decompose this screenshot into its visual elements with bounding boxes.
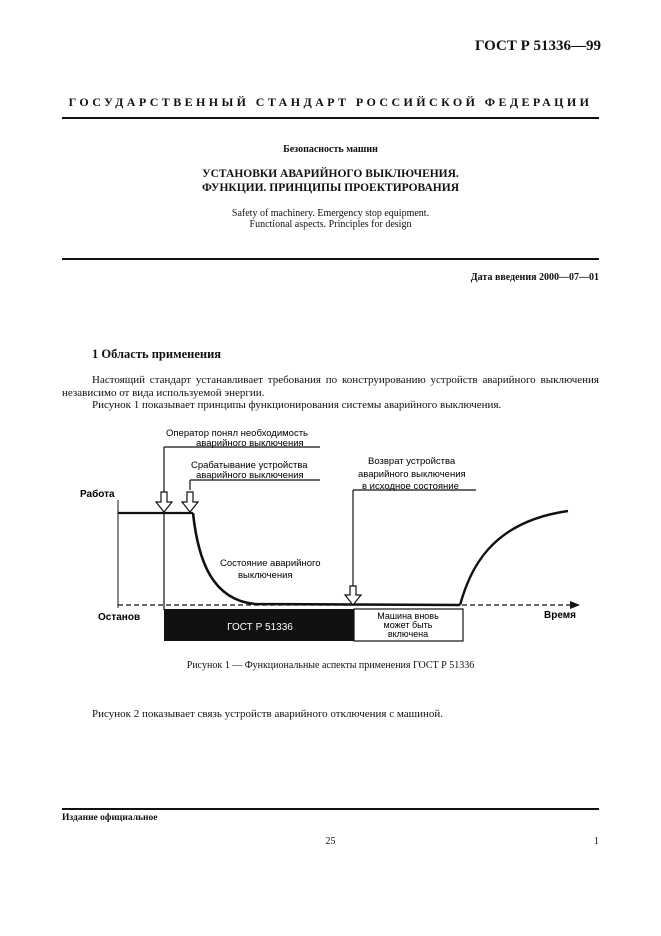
figure-1-diagram (0, 418, 661, 653)
title-en-line-2: Functional aspects. Principles for design (249, 219, 412, 230)
standard-title-english (62, 208, 599, 230)
return-label-2: аварийного выключения (358, 469, 466, 480)
trigger-label-1: Срабатывание устройства (191, 460, 308, 471)
paragraph-figure-ref: Рисунок 1 показывает принципы функционирования системы аварийного выключения. (92, 399, 502, 411)
page-number: 25 (325, 836, 336, 847)
title-en-line-1: Safety of machinery. Emergency stop equipment. (231, 208, 430, 219)
state-label-2: выключения (238, 570, 293, 581)
trigger-arrow-icon (182, 492, 198, 512)
restart-curve (460, 511, 568, 605)
axis-label-work: Работа (80, 489, 115, 500)
footer-rule (62, 808, 599, 810)
trigger-label-2: аварийного выключения (196, 470, 304, 481)
gost-box-label: ГОСТ Р 51336 (227, 622, 293, 633)
standard-subtitle: Безопасность машин (283, 144, 378, 155)
time-axis-arrow (570, 601, 580, 609)
paragraph-figure2-ref: Рисунок 2 показывает связь устройств аварийного отключения с машиной. (92, 708, 444, 720)
axis-label-time: Время (544, 610, 576, 621)
title-line-2: ФУНКЦИИ. ПРИНЦИПЫ ПРОЕКТИРОВАНИЯ (202, 182, 459, 194)
restart-box-line-2: может быть (383, 620, 433, 630)
return-label-3: в исходное состояние (362, 481, 459, 492)
restart-box-line-1: Машина вновь (377, 611, 439, 621)
document-code: ГОСТ Р 51336—99 (474, 38, 601, 54)
axis-label-stop: Останов (98, 612, 141, 623)
state-label-1: Состояние аварийного (220, 558, 321, 569)
introduction-date: Дата введения 2000—07—01 (470, 272, 599, 283)
section-heading: 1 Область применения (92, 347, 222, 361)
figure-caption: Рисунок 1 — Функциональные аспекты применения ГОСТ Р 51336 (186, 660, 475, 671)
return-label-1: Возврат устройства (368, 456, 456, 467)
sheet-number: 1 (594, 836, 599, 847)
state-standard-heading: ГОСУДАРСТВЕННЫЙ СТАНДАРТ РОССИЙСКОЙ ФЕДЕРАЦИИ (68, 95, 593, 109)
restart-box-line-3: включена (387, 629, 429, 639)
header-rule (62, 117, 599, 119)
operator-arrow-icon (156, 492, 172, 512)
standard-title (62, 167, 599, 195)
return-arrow-icon (345, 586, 361, 605)
title-rule (62, 258, 599, 260)
operator-label-2: аварийного выключения (196, 438, 304, 449)
edition-note: Издание официальное (62, 813, 158, 823)
paragraph-scope: Настоящий стандарт устанавливает требования по конструированию устройств аварийного выключения независимо от вида используемой энергии. (62, 374, 599, 399)
operator-label-1: Оператор понял необходимость (166, 428, 308, 439)
title-line-1: УСТАНОВКИ АВАРИЙНОГО ВЫКЛЮЧЕНИЯ. (202, 168, 459, 180)
